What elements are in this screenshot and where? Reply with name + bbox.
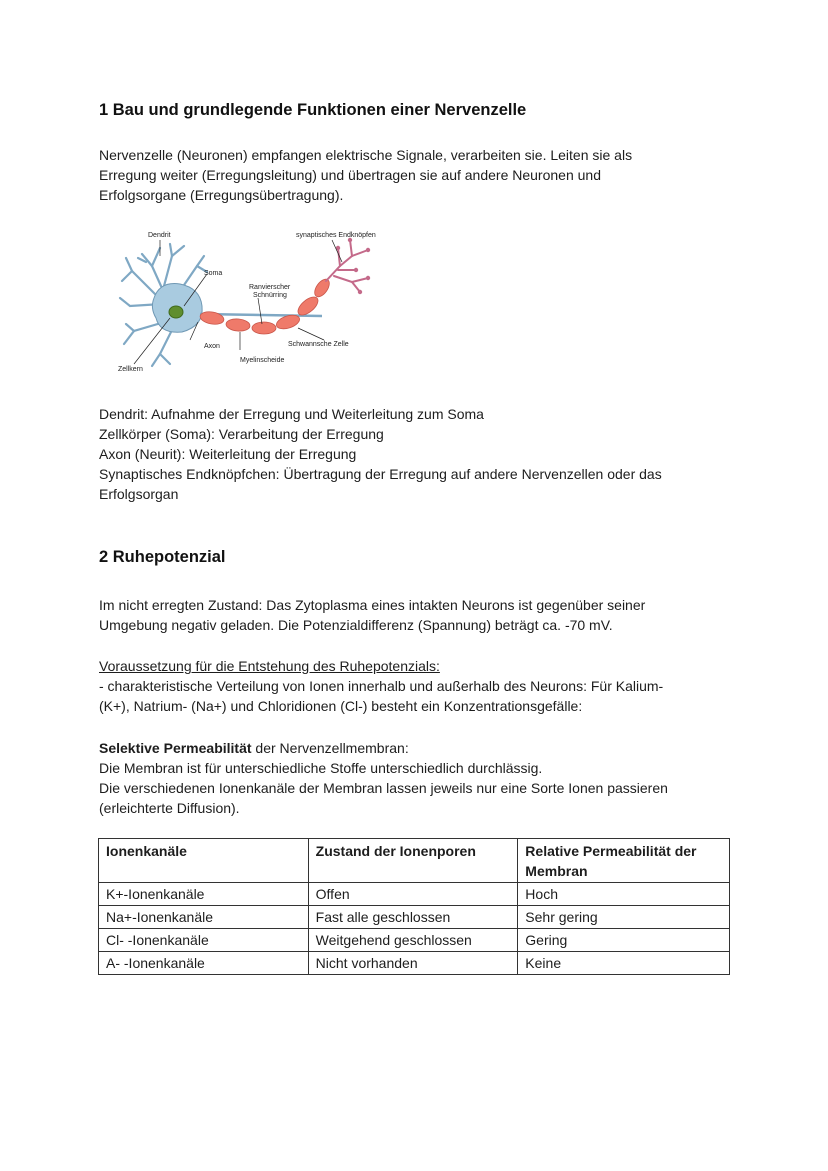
permeability-bold: Selektive Permeabilität [99,740,252,756]
axon-terminal [326,240,368,292]
table-header: Relative Permeabilität der Membran [518,839,730,883]
intro-line: Im nicht erregten Zustand: Das Zytoplasma eines intakten Neurons ist gegenüber seiner [99,597,646,613]
table-header: Zustand der Ionenporen [308,839,518,883]
definition-line: Dendrit: Aufnahme der Erregung und Weiterleitung zum Soma [99,406,484,422]
definition-line: Erfolgsorgan [99,486,179,502]
table-cell: K+-Ionenkanäle [99,883,309,906]
table-cell: Nicht vorhanden [308,952,518,975]
label-ranvier: Ranvierscher [249,284,291,291]
intro-line: Erfolgsorgane (Erregungsübertragung). [99,187,344,203]
prerequisite-line: (K+), Natrium- (Na+) und Chloridionen (Cl-) besteht ein Konzentrationsgefälle: [99,698,583,714]
table-cell: A- -Ionenkanäle [99,952,309,975]
definitions [99,404,662,504]
label-ranvier-2: Schnürring [253,292,287,299]
permeability-line: Die Membran ist für unterschiedliche Stoffe unterschiedlich durchlässig. [99,760,543,776]
ion-channel-table [98,838,730,975]
table-row [99,906,730,929]
table-cell: Na+-Ionenkanäle [99,906,309,929]
prerequisite-line: - charakteristische Verteilung von Ionen innerhalb und außerhalb des Neurons: Für Kalium- [99,678,664,694]
permeability-line: (erleichterte Diffusion). [99,800,240,816]
table-header-row [99,839,730,883]
table-header: Ionenkanäle [99,839,309,883]
permeability-block [99,738,668,818]
nucleus-shape [169,306,183,318]
section-1-heading: 1 Bau und grundlegende Funktionen einer Nervenzelle [99,101,527,119]
neuron-diagram [112,226,412,376]
table-row [99,952,730,975]
intro-line: Nervenzelle (Neuronen) empfangen elektrische Signale, verarbeiten sie. Leiten sie als [99,147,633,163]
label-endknoepfen: synaptisches Endknöpfen [296,232,376,239]
table-cell: Weitgehend geschlossen [308,929,518,952]
section-1-intro [99,145,632,205]
label-schwann: Schwannsche Zelle [288,341,349,348]
table-row [99,929,730,952]
table-cell: Sehr gering [518,906,730,929]
table-cell: Cl- -Ionenkanäle [99,929,309,952]
label-myelin: Myelinscheide [240,357,285,364]
table-cell: Offen [308,883,518,906]
intro-line: Erregung weiter (Erregungsleitung) und übertragen sie auf andere Neuronen und [99,167,601,183]
table-cell: Hoch [518,883,730,906]
definition-line: Synaptisches Endknöpfchen: Übertragung der Erregung auf andere Nervenzellen oder das [99,466,662,482]
label-soma: Soma [204,270,223,277]
permeability-title [99,738,668,758]
table-row [99,883,730,906]
neuron-svg [112,226,412,376]
prerequisite-title: Voraussetzung für die Entstehung des Ruhepotenzials: [99,658,440,674]
prerequisite-block [99,656,663,716]
table-cell: Gering [518,929,730,952]
definition-line: Zellkörper (Soma): Verarbeitung der Erregung [99,426,384,442]
definition-line: Axon (Neurit): Weiterleitung der Erregung [99,446,357,462]
label-axon: Axon [204,343,220,350]
section-2-heading: 2 Ruhepotenzial [99,548,226,566]
intro-line: Umgebung negativ geladen. Die Potenzialdifferenz (Spannung) beträgt ca. -70 mV. [99,617,613,633]
section-2-intro [99,595,645,635]
permeability-rest: der Nervenzellmembran: [251,740,409,756]
label-dendrit: Dendrit [148,232,171,239]
label-zellkern: Zellkern [118,366,143,373]
table-cell: Keine [518,952,730,975]
table-cell: Fast alle geschlossen [308,906,518,929]
permeability-line: Die verschiedenen Ionenkanäle der Membran lassen jeweils nur eine Sorte Ionen passieren [99,780,668,796]
